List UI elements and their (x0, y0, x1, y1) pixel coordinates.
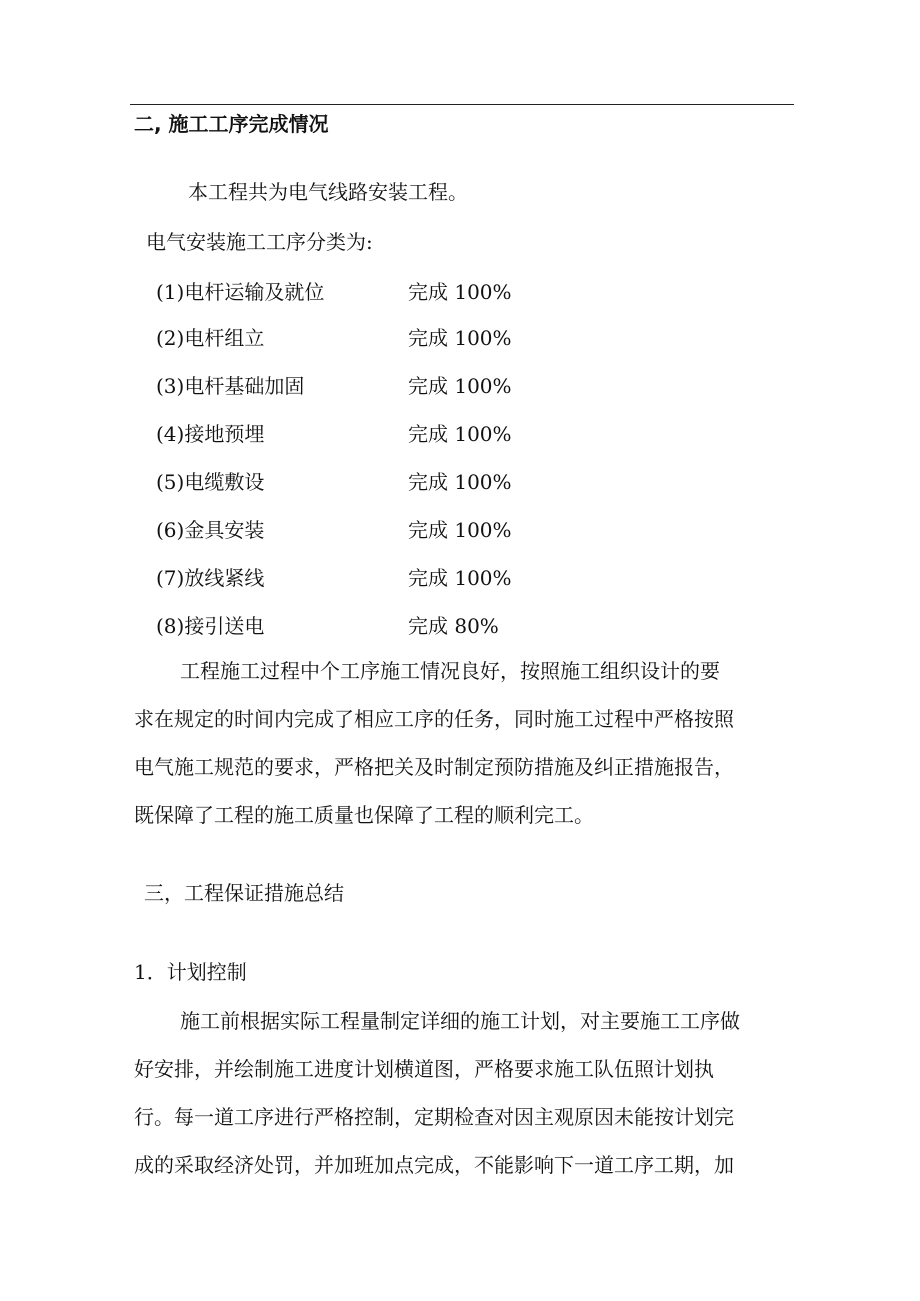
section-3-heading: 三，工程保证措施总结 (144, 881, 344, 905)
paragraph-line: 求在规定的时间内完成了相应工序的任务，同时施工过程中严格按照 (134, 707, 734, 731)
process-item-label: (8)接引送电 (156, 614, 265, 638)
process-item-label: (2)电杆组立 (156, 326, 265, 350)
process-item-label: (4)接地预埋 (156, 422, 265, 446)
paragraph-line: 行。每一道工序进行严格控制，定期检查对因主观原因未能按计划完 (134, 1105, 734, 1129)
subsection-heading: 1．计划控制 (134, 960, 247, 984)
process-item-status: 完成 100% (408, 470, 512, 494)
section-2-heading: 二, 施工工序完成情况 (134, 112, 329, 136)
process-item-label: (5)电缆敷设 (156, 470, 265, 494)
process-item-status: 完成 100% (408, 422, 512, 446)
category-label: 电气安装施工工序分类为: (146, 230, 373, 254)
process-item-label: (7)放线紧线 (156, 566, 265, 590)
process-item-status: 完成 80% (408, 614, 499, 638)
section-2-summary (134, 647, 784, 839)
process-item-status: 完成 100% (408, 566, 512, 590)
header-rule (130, 104, 794, 105)
process-item-status: 完成 100% (408, 326, 512, 350)
process-item-label: (6)金具安装 (156, 518, 265, 542)
paragraph-line: 成的采取经济处罚，并加班加点完成，不能影响下一道工序工期，加 (134, 1153, 734, 1177)
paragraph-line: 施工前根据实际工程量制定详细的施工计划，对主要施工工序做 (180, 1009, 740, 1033)
process-item-status: 完成 100% (408, 280, 512, 304)
section-3-body (134, 997, 784, 1189)
section-2-intro: 本工程共为电气线路安装工程。 (188, 180, 468, 204)
process-item-label: (3)电杆基础加固 (156, 374, 305, 398)
paragraph-line: 既保障了工程的施工质量也保障了工程的顺利完工。 (134, 803, 594, 827)
paragraph-line: 电气施工规范的要求，严格把关及时制定预防措施及纠正措施报告， (134, 755, 734, 779)
paragraph-line: 工程施工过程中个工序施工情况良好，按照施工组织设计的要 (180, 659, 720, 683)
process-item-label: (1)电杆运输及就位 (156, 280, 325, 304)
process-item-status: 完成 100% (408, 374, 512, 398)
paragraph-line: 好安排，并绘制施工进度计划横道图，严格要求施工队伍照计划执 (134, 1057, 714, 1081)
process-item-status: 完成 100% (408, 518, 512, 542)
